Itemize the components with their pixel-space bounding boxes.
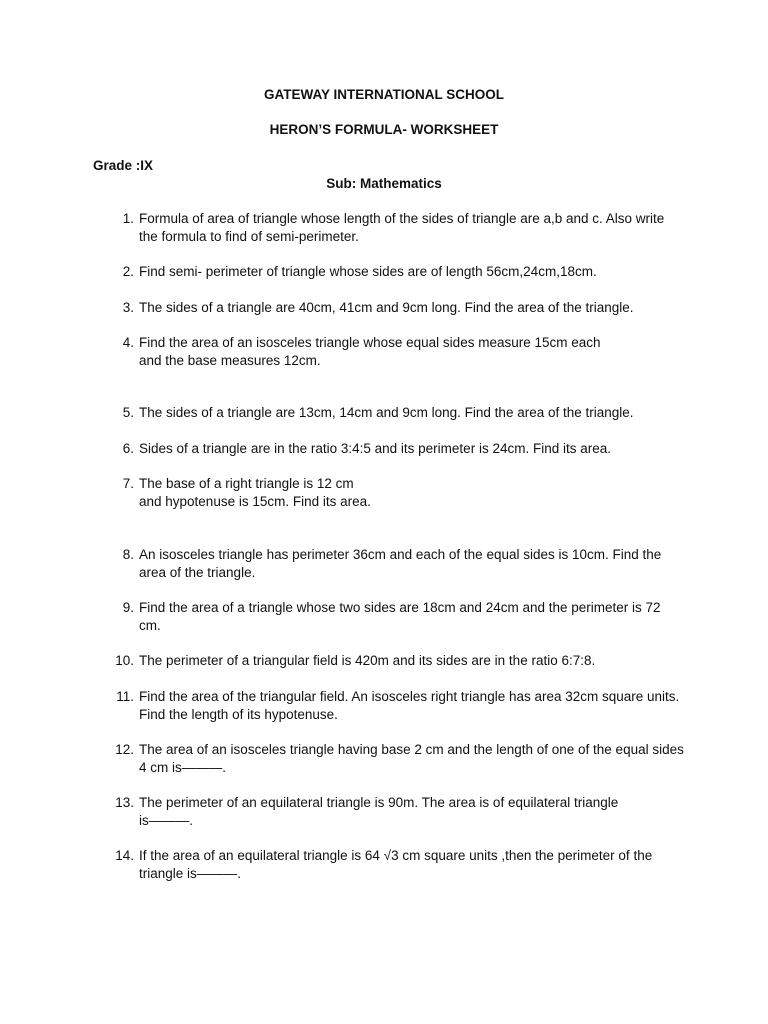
question-text: If the area of an equilateral triangle is 64 √3 cm square units ,then the perimeter of the triangle is———.: [139, 848, 653, 881]
question-number: 8.: [122, 547, 134, 562]
question-text: Formula of area of triangle whose length of the sides of triangle are a,b and c. Also write the formula to find of semi-perimeter.: [139, 211, 665, 244]
question-text: [139, 599, 684, 635]
question-number: 12.: [115, 742, 134, 757]
question-text: Find the area of the triangular field. An isosceles right triangle has area 32cm square units. Find the length of its hypotenuse.: [139, 689, 680, 722]
question-number: 6.: [122, 441, 134, 456]
question-text: Find the area of an isosceles triangle whose equal sides measure 15cm each and the base measures 12cm.: [139, 335, 601, 368]
question-text: The perimeter of a triangular field is 420m and its sides are in the ratio 6:7:8.: [139, 653, 596, 668]
question-number: 4.: [122, 335, 134, 350]
worksheet-title: HERON’S FORMULA- WORKSHEET: [269, 122, 499, 137]
question-number: 9.: [122, 600, 134, 615]
question-number: 5.: [122, 405, 134, 420]
subject-label: Sub: Mathematics: [326, 176, 442, 191]
question-text: The sides of a triangle are 13cm, 14cm and 9cm long. Find the area of the triangle.: [139, 405, 634, 420]
question-text: The sides of a triangle are 40cm, 41cm and 9cm long. Find the area of the triangle.: [139, 300, 634, 315]
school-name: GATEWAY INTERNATIONAL SCHOOL: [263, 87, 504, 102]
question-number: 13.: [115, 795, 134, 810]
grade-label: Grade :IX: [93, 158, 154, 173]
question-number: 10.: [115, 653, 134, 668]
question-number: 1.: [122, 211, 134, 226]
question-number: 14.: [115, 848, 134, 863]
question-text: Find semi- perimeter of triangle whose sides are of length 56cm,24cm,18cm.: [139, 264, 597, 279]
question-text: An isosceles triangle has perimeter 36cm and each of the equal sides is 10cm. Find the area of the triangle.: [139, 547, 662, 580]
question-text: Sides of a triangle are in the ratio 3:4:5 and its perimeter is 24cm. Find its area.: [139, 441, 611, 456]
question-number: 11.: [116, 689, 134, 704]
question-text: The base of a right triangle is 12 cm and hypotenuse is 15cm. Find its area.: [139, 476, 371, 509]
question-number: 2.: [122, 264, 134, 279]
question-number: 7.: [122, 476, 134, 491]
question-text: The area of an isosceles triangle having base 2 cm and the length of one of the equal sides 4 cm is———.: [139, 742, 684, 775]
question-text: The perimeter of an equilateral triangle is 90m. The area is of equilateral triangle is———.: [139, 795, 619, 828]
question-text-line: Find the area of a triangle whose two sides are 18cm and 24cm and the perimeter is 72 cm.: [139, 600, 661, 633]
question-number: 3.: [122, 300, 134, 315]
